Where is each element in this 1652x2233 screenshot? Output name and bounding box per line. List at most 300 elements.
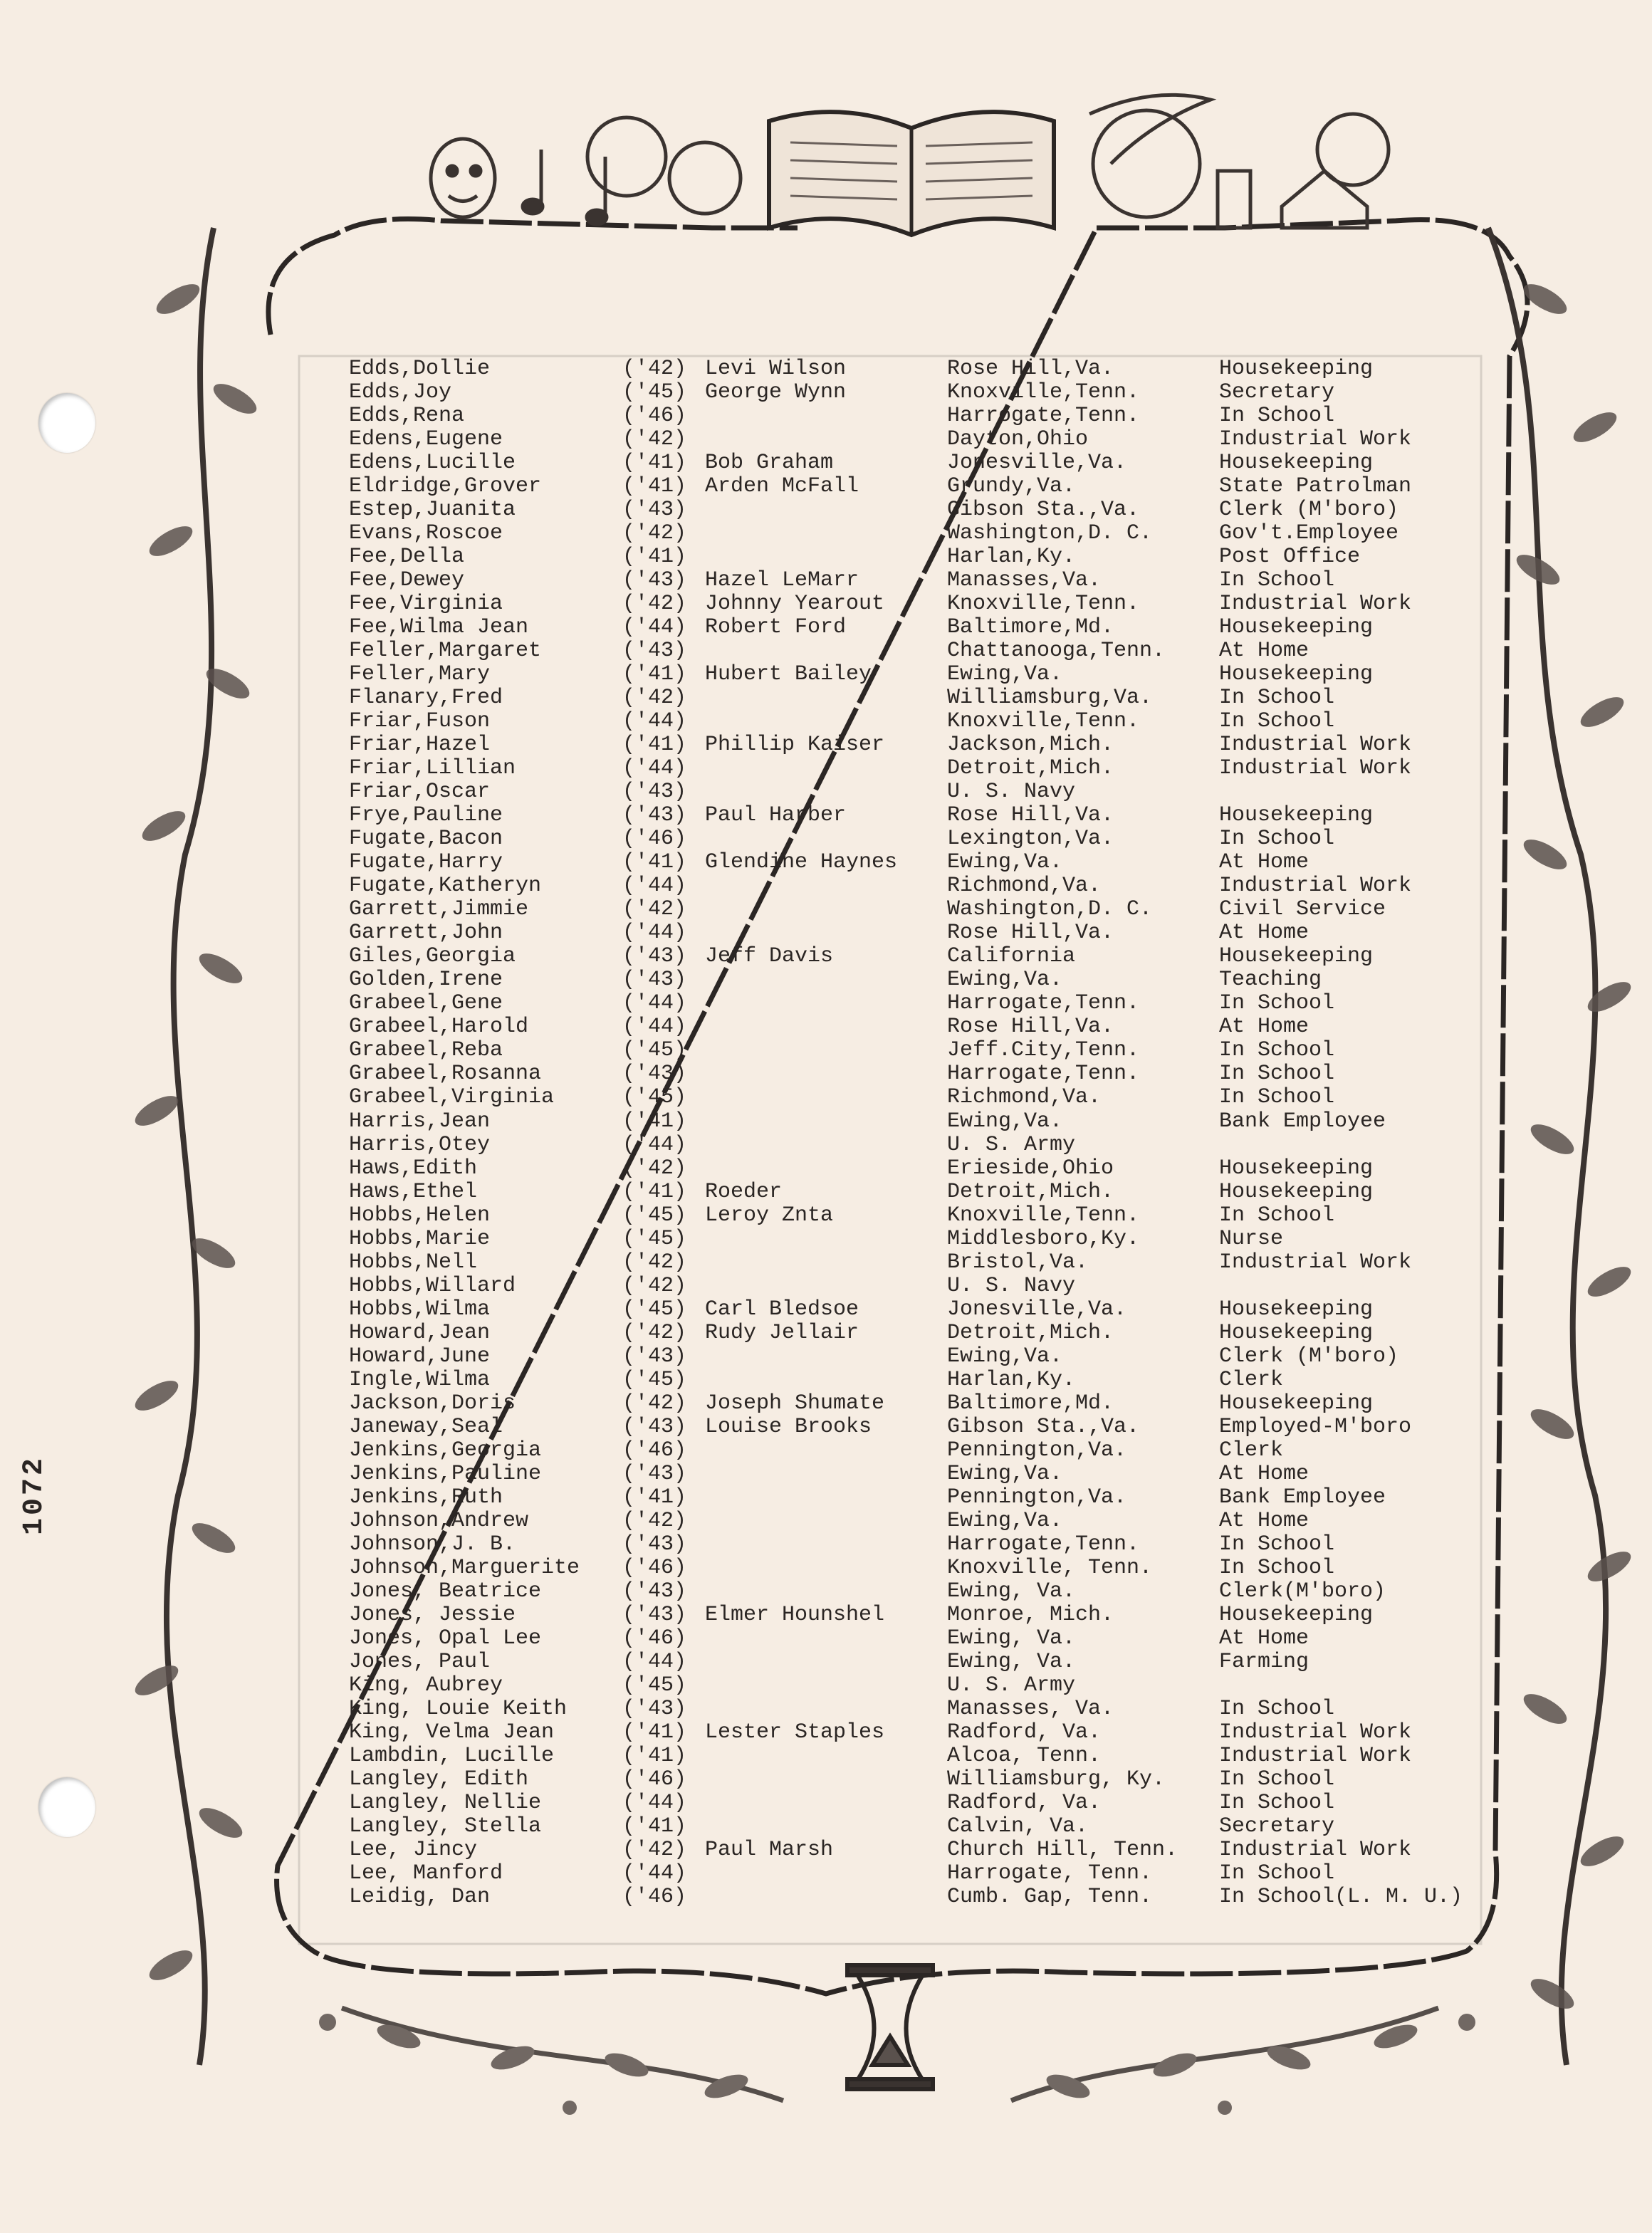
class-year: ('43) [622,1414,687,1439]
alumnus-name: Fugate,Katheryn [349,874,542,899]
class-year: ('45) [622,380,687,405]
class-year: ('45) [622,1297,687,1322]
occupation: Housekeeping [1219,1180,1374,1204]
class-year: ('41) [622,662,687,687]
spouse-name: Levi Wilson [705,357,847,381]
occupation: At Home [1219,851,1309,875]
location: Pennington,Va. [947,1438,1127,1463]
roster-row [349,921,1474,945]
class-year: ('46) [622,827,687,852]
location: Williamsburg, Ky. [947,1767,1166,1792]
roster-row [349,569,1474,592]
location: Harrogate,Tenn. [947,1532,1140,1557]
alumnus-name: Friar,Fuson [349,709,491,734]
class-year: ('45) [622,1203,687,1228]
roster-row [349,1086,1474,1109]
left-vine-leaves [131,278,261,1986]
spouse-name: Hubert Bailey [705,662,872,687]
occupation: Housekeeping [1219,357,1374,381]
quill-and-lab-illustration [1089,95,1367,228]
right-vine-leaves [1512,278,1636,2014]
class-year: ('41) [622,850,687,875]
class-year: ('44) [622,1015,687,1040]
class-year: ('45) [622,1226,687,1251]
location: U. S. Navy [947,1273,1076,1298]
spouse-name: Arden McFall [705,474,859,499]
spouse-name [705,1862,947,1886]
location: Rose Hill,Va. [947,1015,1114,1040]
location: Dayton,Ohio [947,427,1089,452]
class-year: ('42) [622,1250,687,1275]
location: Rose Hill,Va. [947,921,1114,946]
alumnus-name: Jones, Opal Lee [349,1626,542,1651]
location: Manasses,Va. [947,568,1102,593]
occupation: In School [1219,1039,1335,1063]
occupation: Industrial Work [1219,874,1412,899]
alumnus-name: Harris,Jean [349,1109,491,1134]
location: Jonesville,Va. [947,451,1127,476]
class-year: ('42) [622,1391,687,1416]
class-year: ('43) [622,1344,687,1369]
location: Lexington,Va. [947,827,1114,852]
location: Gibson Sta.,Va. [947,1414,1140,1439]
alumnus-name: Lee, Jincy [349,1837,478,1862]
class-year: ('42) [622,1273,687,1298]
alumnus-name: Feller,Margaret [349,639,542,664]
punch-hole-bottom [38,1777,95,1837]
roster-row [349,1486,1474,1510]
occupation: In School [1219,992,1335,1016]
roster-row [349,757,1474,780]
alumnus-name: Golden,Irene [349,968,503,993]
roster-row [349,686,1474,710]
class-year: ('45) [622,1367,687,1392]
occupation: Clerk [1219,1368,1284,1392]
occupation: Housekeeping [1219,616,1374,640]
spouse-name: Louise Brooks [705,1414,872,1439]
alumnus-name: Fee,Della [349,545,465,570]
spouse-name [705,1086,947,1109]
location: Radford, Va. [947,1790,1102,1815]
occupation: Industrial Work [1219,733,1412,758]
roster-row [349,381,1474,404]
location: Harlan,Ky. [947,1367,1076,1392]
location: Calvin, Va. [947,1814,1089,1839]
roster-row [349,404,1474,428]
roster-row [349,1062,1474,1086]
occupation: In School(L. M. U.) [1219,1886,1463,1910]
roster-row [349,451,1474,475]
occupation: In School [1219,1062,1335,1087]
class-year: ('45) [622,1085,687,1110]
location: Monroe, Mich. [947,1602,1114,1627]
spouse-name [705,1486,947,1510]
class-year: ('45) [622,1673,687,1698]
occupation: In School [1219,827,1335,852]
location: Williamsburg,Va. [947,686,1153,711]
location: U. S. Army [947,1673,1076,1698]
roster-row [349,1204,1474,1228]
occupation: In School [1219,1791,1335,1815]
location: Harrogate,Tenn. [947,1062,1140,1087]
alumnus-name: Friar,Oscar [349,780,491,805]
occupation: State Patrolman [1219,475,1412,499]
spouse-name [705,921,947,945]
roster-row [349,945,1474,968]
occupation: In School [1219,1697,1335,1721]
spouse-name [705,1369,947,1392]
roster-row [349,733,1474,757]
spouse-name: Joseph Shumate [705,1391,885,1416]
class-year: ('43) [622,1579,687,1604]
occupation: Farming [1219,1650,1309,1674]
occupation: In School [1219,1556,1335,1580]
location: Rose Hill,Va. [947,803,1114,828]
alumnus-name: Jones, Jessie [349,1602,516,1627]
roster-row [349,1580,1474,1604]
alumnus-name: Grabeel,Virginia [349,1085,555,1110]
alumnus-name: Fugate,Harry [349,850,503,875]
page-number: 1072 [18,1455,51,1535]
roster-row [349,1439,1474,1463]
occupation: Industrial Work [1219,757,1412,781]
roster-row [349,1815,1474,1839]
spouse-name [705,1062,947,1086]
alumnus-name: Grabeel,Rosanna [349,1062,542,1087]
roster-row [349,1181,1474,1204]
class-year: ('43) [622,1602,687,1627]
alumnus-name: King, Aubrey [349,1673,503,1698]
location: Pennington,Va. [947,1485,1127,1510]
alumnus-name: Edds,Joy [349,380,452,405]
spouse-name [705,686,947,710]
roster-row [349,1698,1474,1721]
occupation: At Home [1219,1462,1309,1486]
location: Knoxville, Tenn. [947,1555,1153,1580]
class-year: ('41) [622,545,687,570]
spouse-name [705,1157,947,1181]
location: Jonesville,Va. [947,1297,1127,1322]
class-year: ('42) [622,521,687,546]
spouse-name [705,898,947,921]
alumnus-name: Edds,Dollie [349,357,491,381]
occupation: Employed-M'boro [1219,1415,1412,1439]
roster-row [349,1251,1474,1275]
alumnus-name: Eldridge,Grover [349,474,542,499]
occupation: Housekeeping [1219,1297,1374,1322]
alumnus-name: Fee,Dewey [349,568,465,593]
location: Harrogate, Tenn. [947,1861,1153,1886]
roster-row [349,1886,1474,1909]
location: California [947,944,1076,969]
location: Bristol,Va. [947,1250,1089,1275]
location: Knoxville,Tenn. [947,1203,1140,1228]
location: Jackson,Mich. [947,733,1114,758]
spouse-name [705,1698,947,1721]
spouse-name [705,404,947,428]
spouse-name: Phillip Kaiser [705,733,885,758]
location: Ewing,Va. [947,1109,1063,1134]
alumnus-name: Ingle,Wilma [349,1367,491,1392]
occupation: Housekeeping [1219,945,1374,969]
spouse-name: Carl Bledsoe [705,1297,859,1322]
alumnus-name: Lee, Manford [349,1861,503,1886]
spouse-name: Roeder [705,1179,783,1204]
class-year: ('43) [622,1532,687,1557]
occupation: Clerk [1219,1438,1284,1463]
alumnus-name: Fugate,Bacon [349,827,503,852]
spouse-name [705,1345,947,1369]
class-year: ('44) [622,921,687,946]
location: Ewing,Va. [947,850,1063,875]
roster-row [349,639,1474,663]
class-year: ('43) [622,1062,687,1087]
roster-row [349,1134,1474,1157]
spouse-name [705,1580,947,1604]
location: Gibson Sta.,Va. [947,498,1140,523]
alumnus-name: Friar,Lillian [349,756,516,781]
location: Detroit,Mich. [947,1320,1114,1345]
location: Knoxville,Tenn. [947,592,1140,617]
spouse-name [705,757,947,780]
occupation: At Home [1219,1015,1309,1040]
class-year: ('41) [622,451,687,476]
occupation: Industrial Work [1219,592,1412,617]
roster-row [349,1674,1474,1698]
class-year: ('44) [622,615,687,640]
spouse-name [705,545,947,569]
location: Washington,D. C. [947,897,1153,922]
class-year: ('42) [622,1508,687,1533]
location: Jeff.City,Tenn. [947,1038,1140,1063]
roster-row [349,1768,1474,1792]
spouse-name [705,1745,947,1768]
roster-row [349,1228,1474,1251]
alumnus-name: Jenkins,Ruth [349,1485,503,1510]
location: Manasses, Va. [947,1696,1114,1721]
alumnus-name: Friar,Hazel [349,733,491,758]
alumnus-name: Janeway,Seal [349,1414,503,1439]
location: Baltimore,Md. [947,1391,1114,1416]
spouse-name: Lester Staples [705,1720,885,1745]
location: Richmond,Va. [947,874,1102,899]
spouse-name: Paul Harber [705,803,847,828]
occupation: At Home [1219,639,1309,664]
class-year: ('44) [622,1132,687,1157]
alumnus-name: Flanary,Fred [349,686,503,711]
class-year: ('46) [622,404,687,429]
spouse-name: Glendine Haynes [705,850,898,875]
roster-row [349,874,1474,898]
class-year: ('43) [622,968,687,993]
alumnus-name: Grabeel,Reba [349,1038,503,1063]
occupation: In School [1219,686,1335,711]
class-year: ('43) [622,498,687,523]
class-year: ('46) [622,1885,687,1910]
roster-row [349,475,1474,498]
class-year: ('42) [622,897,687,922]
spouse-name [705,428,947,451]
occupation: In School [1219,1862,1335,1886]
occupation: Industrial Work [1219,1720,1412,1745]
spouse-name [705,1228,947,1251]
location: Detroit,Mich. [947,756,1114,781]
roster-row [349,992,1474,1015]
spouse-name: Hazel LeMarr [705,568,859,593]
roster-row [349,428,1474,451]
spouse-name [705,1039,947,1062]
class-year: ('44) [622,1649,687,1674]
location: Baltimore,Md. [947,615,1114,640]
class-year: ('44) [622,874,687,899]
class-year: ('41) [622,1814,687,1839]
alumnus-name: Jackson,Doris [349,1391,516,1416]
occupation: At Home [1219,1626,1309,1651]
spouse-name [705,1792,947,1815]
occupation: Secretary [1219,381,1335,405]
class-year: ('42) [622,592,687,617]
location: Rose Hill,Va. [947,357,1114,381]
alumnus-name: Edds,Rena [349,404,465,429]
spouse-name [705,1439,947,1463]
roster-row [349,1792,1474,1815]
class-year: ('42) [622,1837,687,1862]
alumnus-name: Estep,Juanita [349,498,516,523]
class-year: ('46) [622,1767,687,1792]
location: Cumb. Gap, Tenn. [947,1885,1153,1910]
class-year: ('43) [622,780,687,805]
spouse-name [705,1651,947,1674]
occupation: Gov't.Employee [1219,522,1399,546]
occupation: Teaching [1219,968,1322,993]
alumnus-name: Hobbs,Helen [349,1203,491,1228]
spouse-name: Leroy Znta [705,1203,834,1228]
roster-row [349,1322,1474,1345]
alumni-roster [349,357,1474,1909]
occupation: Clerk (M'boro) [1219,1344,1399,1369]
spouse-name [705,1275,947,1298]
spouse-name [705,1251,947,1275]
occupation: Civil Service [1219,898,1386,922]
alumnus-name: Johnson,Marguerite [349,1555,580,1580]
roster-row [349,1651,1474,1674]
roster-row [349,1157,1474,1181]
alumnus-name: Johnson,Andrew [349,1508,529,1533]
class-year: ('46) [622,1438,687,1463]
occupation: In School [1219,710,1335,734]
occupation: In School [1219,404,1335,429]
punch-hole-top [38,393,95,453]
class-year: ('41) [622,1720,687,1745]
class-year: ('41) [622,1109,687,1134]
occupation: Housekeeping [1219,663,1374,687]
class-year: ('44) [622,709,687,734]
roster-row [349,1369,1474,1392]
spouse-name [705,827,947,851]
alumnus-name: Leidig, Dan [349,1885,491,1910]
roster-row [349,498,1474,522]
spouse-name [705,522,947,545]
occupation: At Home [1219,921,1309,946]
spouse-name: Bob Graham [705,451,834,476]
class-year: ('46) [622,1626,687,1651]
class-year: ('44) [622,1790,687,1815]
spouse-name [705,1886,947,1909]
class-year: ('43) [622,803,687,828]
location: Harrogate,Tenn. [947,991,1140,1016]
occupation: In School [1219,1086,1335,1110]
occupation: In School [1219,1767,1335,1792]
occupation: Housekeeping [1219,451,1374,476]
alumnus-name: Evans,Roscoe [349,521,503,546]
occupation: Housekeeping [1219,804,1374,828]
roster-row [349,1298,1474,1322]
occupation: Bank Employee [1219,1485,1386,1510]
location: Ewing,Va. [947,662,1063,687]
alumnus-name: Edens,Eugene [349,427,503,452]
alumnus-name: Haws,Ethel [349,1179,478,1204]
alumnus-name: Hobbs,Marie [349,1226,491,1251]
roster-row [349,780,1474,804]
alumnus-name: Lambdin, Lucille [349,1743,555,1768]
class-year: ('45) [622,1038,687,1063]
class-year: ('42) [622,357,687,381]
alumnus-name: Haws,Edith [349,1156,478,1181]
roster-row [349,804,1474,827]
spouse-name: Paul Marsh [705,1837,834,1862]
occupation [1219,780,1474,804]
location: Knoxville,Tenn. [947,709,1140,734]
location: Grundy,Va. [947,474,1076,499]
class-year: ('41) [622,1743,687,1768]
occupation: In School [1219,1203,1335,1228]
class-year: ('42) [622,686,687,711]
class-year: ('41) [622,1179,687,1204]
roster-row [349,545,1474,569]
roster-row [349,1839,1474,1862]
alumnus-name: Feller,Mary [349,662,491,687]
alumnus-name: Jones, Beatrice [349,1579,542,1604]
alumnus-name: Harris,Otey [349,1132,491,1157]
alumnus-name: Langley, Nellie [349,1790,542,1815]
roster-row [349,1015,1474,1039]
occupation: Housekeeping [1219,1156,1374,1181]
class-year: ('42) [622,1320,687,1345]
location: Ewing, Va. [947,1649,1076,1674]
occupation: Secretary [1219,1814,1335,1839]
location: Harlan,Ky. [947,545,1076,570]
occupation: Bank Employee [1219,1109,1386,1134]
spouse-name: Robert Ford [705,615,847,640]
spouse-name [705,1533,947,1557]
roster-row [349,1557,1474,1580]
alumnus-name: Langley, Stella [349,1814,542,1839]
occupation: At Home [1219,1509,1309,1533]
spouse-name: George Wynn [705,380,847,405]
roster-row [349,663,1474,686]
class-year: ('44) [622,756,687,781]
location: Ewing,Va. [947,1344,1063,1369]
location: Ewing,Va. [947,968,1063,993]
alumnus-name: Frye,Pauline [349,803,503,828]
occupation: Post Office [1219,545,1361,570]
alumnus-name: King, Velma Jean [349,1720,555,1745]
location: Knoxville,Tenn. [947,380,1140,405]
location: Radford, Va. [947,1720,1102,1745]
roster-row [349,1721,1474,1745]
alumnus-name: Edens,Lucille [349,451,516,476]
occupation: Industrial Work [1219,1250,1412,1275]
